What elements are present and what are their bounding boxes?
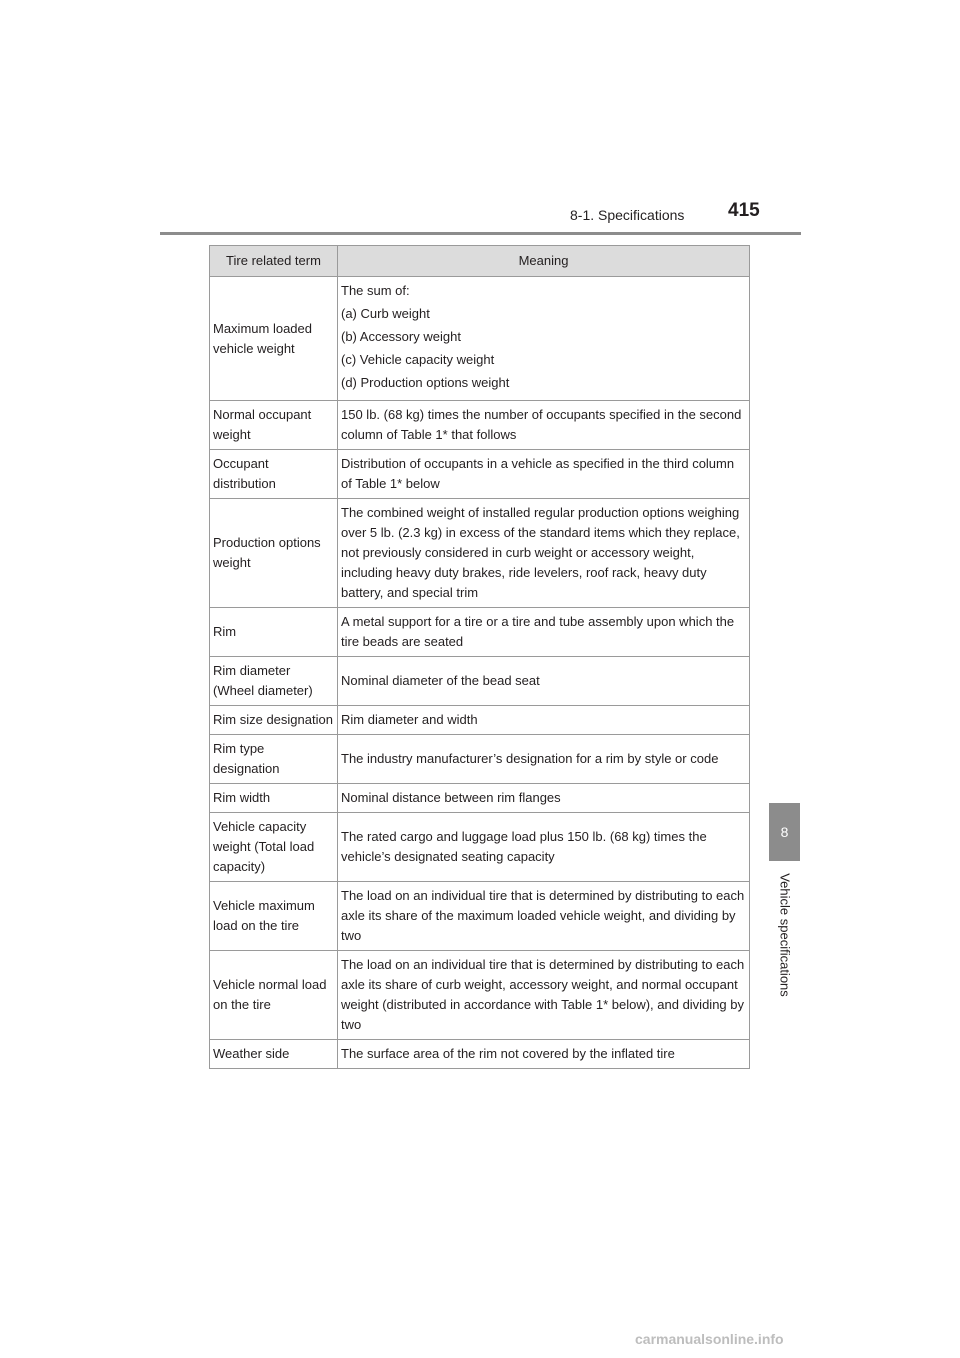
meaning-cell: The rated cargo and luggage load plus 150 lb. (68 kg) times the vehicle’s designated seating capacity: [338, 813, 750, 882]
meaning-cell: 150 lb. (68 kg) times the number of occupants specified in the second column of Table 1* that follows: [338, 401, 750, 450]
meaning-cell: The combined weight of installed regular production options weighing over 5 lb. (2.3 kg) in excess of the standard items which they replace, not previously considered in curb weight or accessory weight, including heavy duty brakes, ride levelers, roof rack, heavy duty battery, and special trim: [338, 499, 750, 608]
table-row: [210, 401, 750, 450]
chapter-tab-label: Vehicle specifications: [777, 873, 793, 997]
meaning-cell: The load on an individual tire that is determined by distributing to each axle its share of the maximum loaded vehicle weight, and dividing by two: [338, 882, 750, 951]
header-divider: [160, 232, 801, 235]
term-cell: Normal occupant weight: [210, 401, 338, 450]
meaning-line: The sum of:: [341, 283, 410, 298]
column-header-meaning: Meaning: [338, 246, 750, 277]
table-header-row: [210, 246, 750, 277]
table-row: [210, 735, 750, 784]
term-cell: Rim diameter (Wheel diameter): [210, 657, 338, 706]
meaning-cell: The industry manufacturer’s designation for a rim by style or code: [338, 735, 750, 784]
chapter-tab-number: 8: [769, 803, 800, 861]
term-cell: Weather side: [210, 1040, 338, 1069]
tire-terms-table: [209, 245, 750, 1069]
term-cell: Maximum loaded vehicle weight: [210, 277, 338, 401]
meaning-cell: Nominal diameter of the bead seat: [338, 657, 750, 706]
table-row: [210, 813, 750, 882]
term-cell: Vehicle maximum load on the tire: [210, 882, 338, 951]
term-cell: Rim size designation: [210, 706, 338, 735]
table-row: [210, 1040, 750, 1069]
term-cell: Rim: [210, 608, 338, 657]
meaning-cell: Rim diameter and width: [338, 706, 750, 735]
table-row: [210, 706, 750, 735]
page-number: 415: [728, 200, 760, 221]
table-row: [210, 784, 750, 813]
term-cell: Vehicle normal load on the tire: [210, 951, 338, 1040]
meaning-line: (d) Production options weight: [341, 375, 510, 390]
meaning-cell: The load on an individual tire that is determined by distributing to each axle its share of curb weight, accessory weight, and normal occupant weight (distributed in accordance with Table 1* below), and dividing by two: [338, 951, 750, 1040]
meaning-line: (a) Curb weight: [341, 306, 430, 321]
meaning-line: (c) Vehicle capacity weight: [341, 352, 495, 367]
table-row: [210, 450, 750, 499]
meaning-cell: Nominal distance between rim flanges: [338, 784, 750, 813]
table-row: [210, 882, 750, 951]
column-header-term: Tire related term: [210, 246, 338, 277]
term-cell: Production options weight: [210, 499, 338, 608]
table-row: [210, 608, 750, 657]
section-title: 8-1. Specifications: [570, 207, 685, 223]
term-cell: Vehicle capacity weight (Total load capacity): [210, 813, 338, 882]
meaning-cell: A metal support for a tire or a tire and tube assembly upon which the tire beads are seated: [338, 608, 750, 657]
meaning-cell: [338, 277, 750, 401]
term-cell: Rim width: [210, 784, 338, 813]
watermark-text: carmanualsonline.info: [635, 1331, 784, 1347]
meaning-cell: Distribution of occupants in a vehicle as specified in the third column of Table 1* below: [338, 450, 750, 499]
term-cell: Occupant distribution: [210, 450, 338, 499]
table-row: [210, 499, 750, 608]
table-row: [210, 657, 750, 706]
meaning-cell: The surface area of the rim not covered by the inflated tire: [338, 1040, 750, 1069]
table-row: [210, 951, 750, 1040]
term-cell: Rim type designation: [210, 735, 338, 784]
table-row: [210, 277, 750, 401]
meaning-line: (b) Accessory weight: [341, 329, 461, 344]
